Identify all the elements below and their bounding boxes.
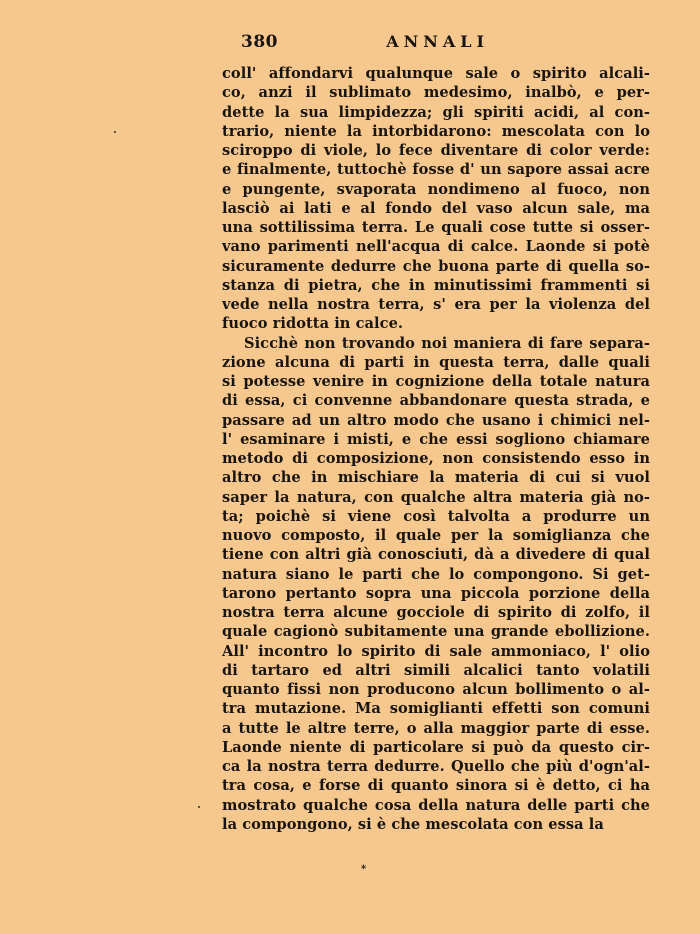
- text-line: All' incontro lo spirito di sale ammoniaco, l' olio: [222, 642, 650, 660]
- text-line: dette la sua limpidezza; gli spiriti acidi, al con-: [222, 103, 650, 121]
- text-line: di tartaro ed altri simili alcalici tanto volatili: [222, 661, 650, 679]
- text-line: tra cosa, e forse di quanto sinora si è detto, ci ha: [222, 777, 650, 795]
- text-line: trario, niente la intorbidarono: mescolata con lo: [222, 122, 650, 140]
- text-line: co, anzi il sublimato medesimo, inalbò, e per-: [222, 84, 650, 102]
- text-line: mostrato qualche cosa della natura delle parti che: [222, 796, 650, 814]
- text-line: stanza di pietra, che in minutissimi frammenti si: [222, 276, 650, 294]
- text-line: fuoco ridotta in calce.: [222, 315, 404, 333]
- text-line: Sicchè non trovando noi maniera di fare separa-: [244, 334, 650, 352]
- text-line: Laonde niente di particolare si può da questo cir-: [222, 738, 650, 756]
- text-line: a tutte le altre terre, o alla maggior parte di esse.: [222, 719, 650, 737]
- text-line: passare ad un altro modo che usano i chimici nel-: [222, 411, 650, 429]
- text-line: vano parimenti nell'acqua di calce. Laonde si potè: [222, 238, 650, 256]
- text-line: nostra terra alcune gocciole di spirito di zolfo, il: [222, 604, 650, 621]
- text-line: sicuramente dedurre che buona parte di quella so-: [222, 257, 650, 275]
- text-line: vede nella nostra terra, s' era per la violenza del: [222, 296, 650, 313]
- text-line: metodo di composizione, non consistendo esso in: [222, 450, 650, 467]
- paper-speck: [114, 131, 116, 133]
- running-head: ANNALI: [386, 32, 489, 51]
- page-header: [241, 32, 489, 54]
- text-line: e finalmente, tuttochè fosse d' un sapore assai acre: [222, 161, 650, 179]
- text-line: zione alcuna di parti in questa terra, dalle quali: [222, 353, 650, 371]
- text-line: sciroppo di viole, lo fece diventare di color verde:: [222, 142, 650, 159]
- text-line: tarono pertanto sopra una piccola porzione della: [222, 584, 650, 602]
- text-line: natura siano le parti che lo compongono. Si get-: [222, 565, 650, 583]
- text-line: tra mutazione. Ma somiglianti effetti son comuni: [222, 700, 650, 718]
- text-line: di essa, ci convenne abbandonare questa strada, e: [222, 392, 650, 410]
- text-line: altro che in mischiare la materia di cui si vuol: [222, 469, 650, 487]
- text-line: saper la natura, con qualche altra materia già no-: [222, 488, 650, 506]
- text-line: ca la nostra terra dedurre. Quello che più d'ogn'al-: [222, 758, 650, 775]
- text-line: coll' affondarvi qualunque sale o spirito alcali-: [222, 65, 650, 82]
- text-line: tiene con altri già conosciuti, dà a divedere di qual: [222, 546, 650, 564]
- text-line: si potesse venire in cognizione della totale natura: [222, 373, 650, 390]
- text-line: nuovo composto, il quale per la somiglianza che: [222, 527, 650, 544]
- page-number: 380: [241, 32, 278, 52]
- text-line: e pungente, svaporata nondimeno al fuoco, non: [222, 180, 650, 198]
- text-line: una sottilissima terra. Le quali cose tutte si osser-: [222, 219, 650, 236]
- text-line: quale cagionò subitamente una grande ebollizione.: [222, 623, 650, 641]
- text-line: lasciò ai lati e al fondo del vaso alcun sale, ma: [222, 199, 650, 217]
- footer-mark: *: [361, 864, 367, 875]
- body-text: [222, 64, 650, 834]
- paper-speck: [198, 806, 200, 808]
- text-line: ta; poichè si viene così talvolta a produrre un: [222, 507, 650, 525]
- text-line: l' esaminare i misti, e che essi sogliono chiamare: [222, 430, 650, 448]
- text-line: la compongono, si è che mescolata con essa la: [222, 815, 604, 833]
- text-line: quanto fissi non producono alcun bollimento o al-: [222, 681, 650, 698]
